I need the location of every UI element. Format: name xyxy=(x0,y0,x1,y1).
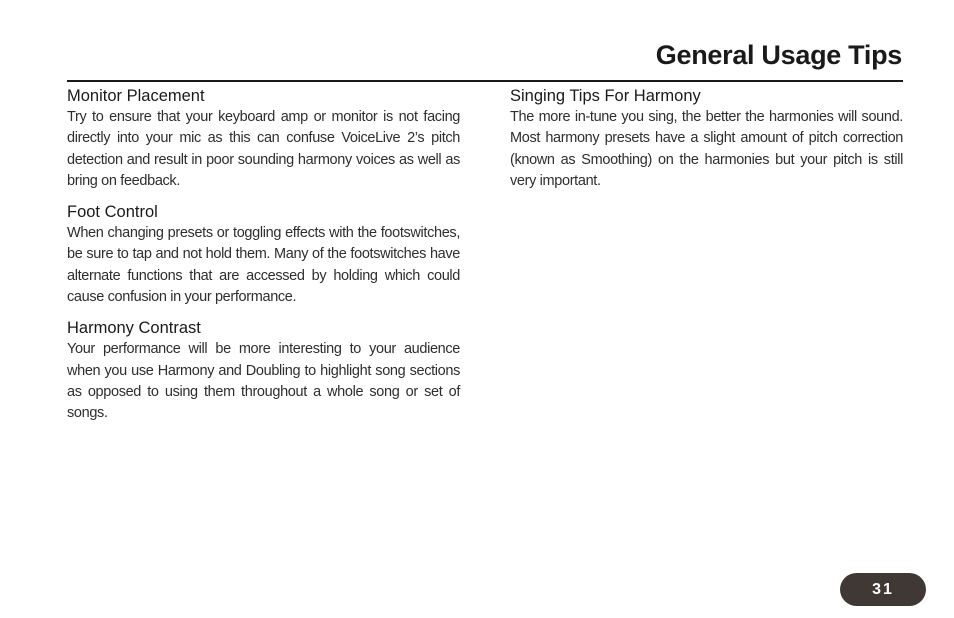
section-monitor-placement xyxy=(67,86,460,192)
section-body: The more in-tune you sing, the better the harmonies will sound. Most harmony presets have a slight amount of pitch correction (known as Smoothing) on the harmonies but your pitch is still very important. xyxy=(510,109,903,189)
section-heading: Singing Tips For Harmony xyxy=(510,87,701,105)
section-body: Try to ensure that your keyboard amp or monitor is not facing directly into your mic as this can confuse VoiceLive 2’s pitch detection and result in poor sounding harmony voices as well as bring on feedback. xyxy=(67,109,460,189)
section-heading: Monitor Placement xyxy=(67,87,205,105)
section-foot-control xyxy=(67,202,460,308)
section-harmony-contrast xyxy=(67,318,460,424)
page-number-badge: 31 xyxy=(840,573,926,606)
section-heading: Harmony Contrast xyxy=(67,319,201,338)
section-body: Your performance will be more interesting to your audience when you use Harmony and Doubling to highlight song sections as opposed to using them throughout a whole song or set of songs. xyxy=(67,341,460,422)
section-heading: Foot Control xyxy=(67,203,158,222)
title-divider xyxy=(67,80,903,82)
left-column xyxy=(67,86,460,435)
right-column xyxy=(510,86,903,202)
section-body: When changing presets or toggling effects with the footswitches, be sure to tap and not hold them. Many of the footswitches have alternate functions that are accessed by holding which could cause confusion in your performance. xyxy=(67,225,460,306)
section-singing-tips xyxy=(510,86,903,192)
page-title: General Usage Tips xyxy=(655,40,902,70)
